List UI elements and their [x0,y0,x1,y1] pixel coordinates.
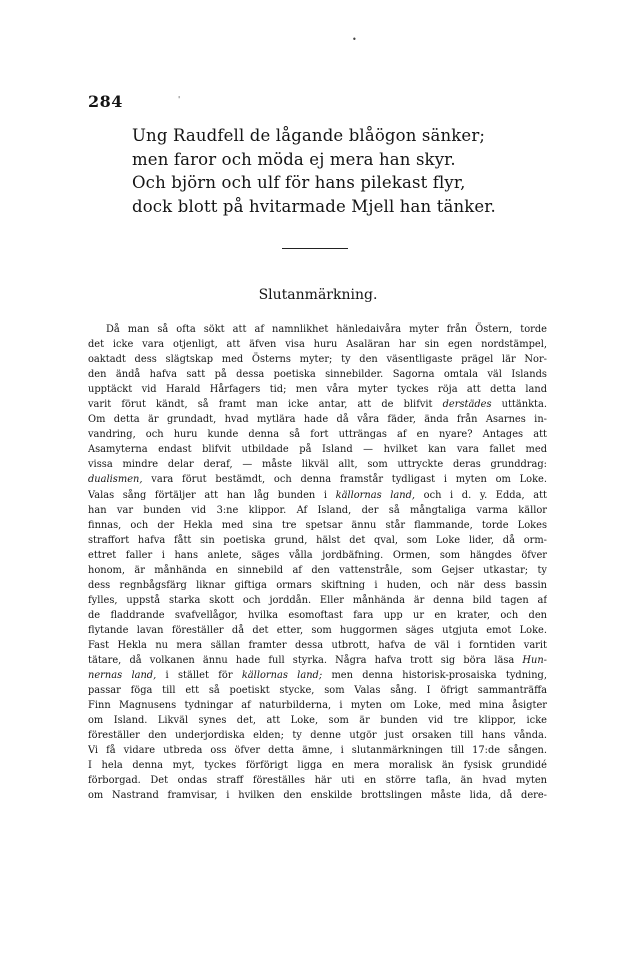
text-run: det icke vara otjenligt, att äfven visa huru Asaläran har sin egen nordstämpel, [88,339,547,351]
text-run: de fladdrande svafvellågor, hvilka esomoftast fara upp ur en krater, och den [88,609,547,621]
text-run: honom, är månhända en sinnebild af den vattenstråle, som Gejser utkastar; ty [88,564,547,576]
poem-stanza [132,124,496,218]
poem-line: men faror och möda ej mera han skyr. [132,149,456,169]
poem-line: dock blott på hvitarmade Mjell han tänker. [132,196,496,216]
print-speck: ' [178,95,181,104]
body-line [88,337,547,352]
body-paragraph [88,322,547,804]
text-run: om Nastrand framvisar, i hvilken den enskilde brottslingen måste lida, då dere- [88,790,547,802]
text-run: oaktadt dess slägtskap med Österns myter; ty den väsentligaste prägel lär Nor- [88,354,547,366]
body-line [88,668,547,683]
text-run: den ändå hafva satt på dessa poetiska sinnebilder. Sagorna omtala väl Islands [88,369,547,381]
body-line [88,653,547,668]
text-run: i stället för [156,670,242,682]
text-run: han var bunden vid 3:ne klippor. Af Island, der så mångtaliga varma källor [88,504,547,516]
body-line [88,518,547,533]
text-run: dess regnbågsfärg liknar giftiga ormars skiftning i huden, och när dess bassin [88,579,547,591]
body-line [88,503,547,518]
text-run: Finn Magnusens tydningar af naturbilderna, i myten om Loke, med mina åsigter [88,700,547,712]
body-line [88,638,547,653]
text-run: tätare, då volkanen ännu hade full styrka. Några hafva trott sig böra läsa [88,655,523,667]
body-line [88,442,547,457]
body-line [88,563,547,578]
text-run: ettret faller i hans anlete, säges vålla jordbäfning. Ormen, som hängdes öfver [88,549,547,561]
text-run: uttänkta. [491,399,547,411]
text-run: straffort hafva fått sin poetiska grund, hälst det qval, som Loke lider, då orm- [88,534,547,546]
print-speck: • [352,35,357,44]
text-run: varit förut kändt, så framt man icke antar, att de blifvit [88,399,443,411]
body-line [88,683,547,698]
poem-line: Och björn och ulf för hans pilekast flyr, [132,173,466,192]
body-line [88,548,547,563]
text-run: vandring, och huru kunde denna så fort utträngas af en nyare? Antages att [88,429,547,441]
text-run: Asamyterna endast blifvit utbildade på Island — hvilket kan vara fallet med [88,444,547,456]
body-line [88,397,547,412]
body-line [88,352,547,367]
text-run: Om detta är grundadt, hvad mytlära hade då våra fäder, ända från Asarnes in- [88,414,547,426]
text-run: fylles, uppstå starka skott och jorddån. Eller månhända är denna bild tagen af [88,594,547,606]
body-line [88,533,547,548]
italic-phrase: Hun- [522,655,547,667]
body-line [88,457,547,472]
text-run: passar föga till ett så poetiskt stycke, som Valas sång. I öfrigt sammanträffa [88,685,547,697]
italic-phrase: källornas land; [241,670,323,682]
body-line [88,367,547,382]
body-line [88,698,547,713]
text-run: flytande lavan föreställer då det etter, som huggormen säges utgjuta emot Loke. [88,624,547,636]
page-number: 284 [88,92,123,111]
body-line [88,758,547,773]
body-line [88,593,547,608]
italic-phrase: dualismen, [88,474,143,486]
text-run: om Island. Likväl synes det, att Loke, som är bunden vid tre klippor, icke [88,715,547,727]
body-line [88,713,547,728]
text-run: men denna historisk-prosaiska tydning, [322,670,547,682]
text-run: upptäckt vid Harald Hårfagers tid; men våra myter tyckes röja att detta land [88,384,547,396]
body-line [88,788,547,803]
text-run: Då man så ofta sökt att af namnlikhet hänledaivåra myter från Östern, torde [106,324,547,335]
text-run: vissa mindre delar deraf, — måste likväl allt, som uttryckte deras grunddrag: [88,459,547,471]
body-line [88,773,547,788]
body-line [88,382,547,397]
body-line [88,472,547,487]
body-line [88,427,547,442]
text-run: vara förut bestämdt, och denna framstår tydligast i myten om Loke. [142,474,547,486]
text-run: Vi få vidare utbreda oss öfver detta ämne, i slutanmärkningen till 17:de sången. [88,745,547,757]
body-line [88,623,547,638]
italic-phrase: nernas land, [88,670,157,682]
text-run: finnas, och der Hekla med sina tre spetsar ännu står flammande, torde Lokes [88,519,547,531]
text-run: Fast Hekla nu mera sällan framter dessa utbrott, hafva de väl i forntiden varit [88,639,547,651]
italic-phrase: källornas land, [335,489,416,501]
body-line [88,488,547,503]
text-run: förborgad. Det ondas straff föreställes här uti en större tafla, än hvad myten [88,775,547,787]
body-line [88,728,547,743]
text-run: Valas sång förtäljer att han låg bunden i [88,489,336,501]
italic-phrase: derstädes [442,399,492,411]
body-line [88,322,547,337]
body-line [88,578,547,593]
body-line [88,743,547,758]
text-run: föreställer den underjordiska elden; ty denne utgör just orsaken till hans vånda. [88,730,547,742]
poem-line: Ung Raudfell de lågande blåögon sänker; [132,126,486,145]
body-line [88,608,547,623]
text-run: och i d. y. Edda, att [415,489,547,501]
section-title: Slutanmärkning. [258,287,378,303]
section-divider [282,248,348,249]
body-line [88,412,547,427]
text-run: I hela denna myt, tyckes förförigt ligga en mera moralisk än fysisk grundidé [88,760,547,772]
